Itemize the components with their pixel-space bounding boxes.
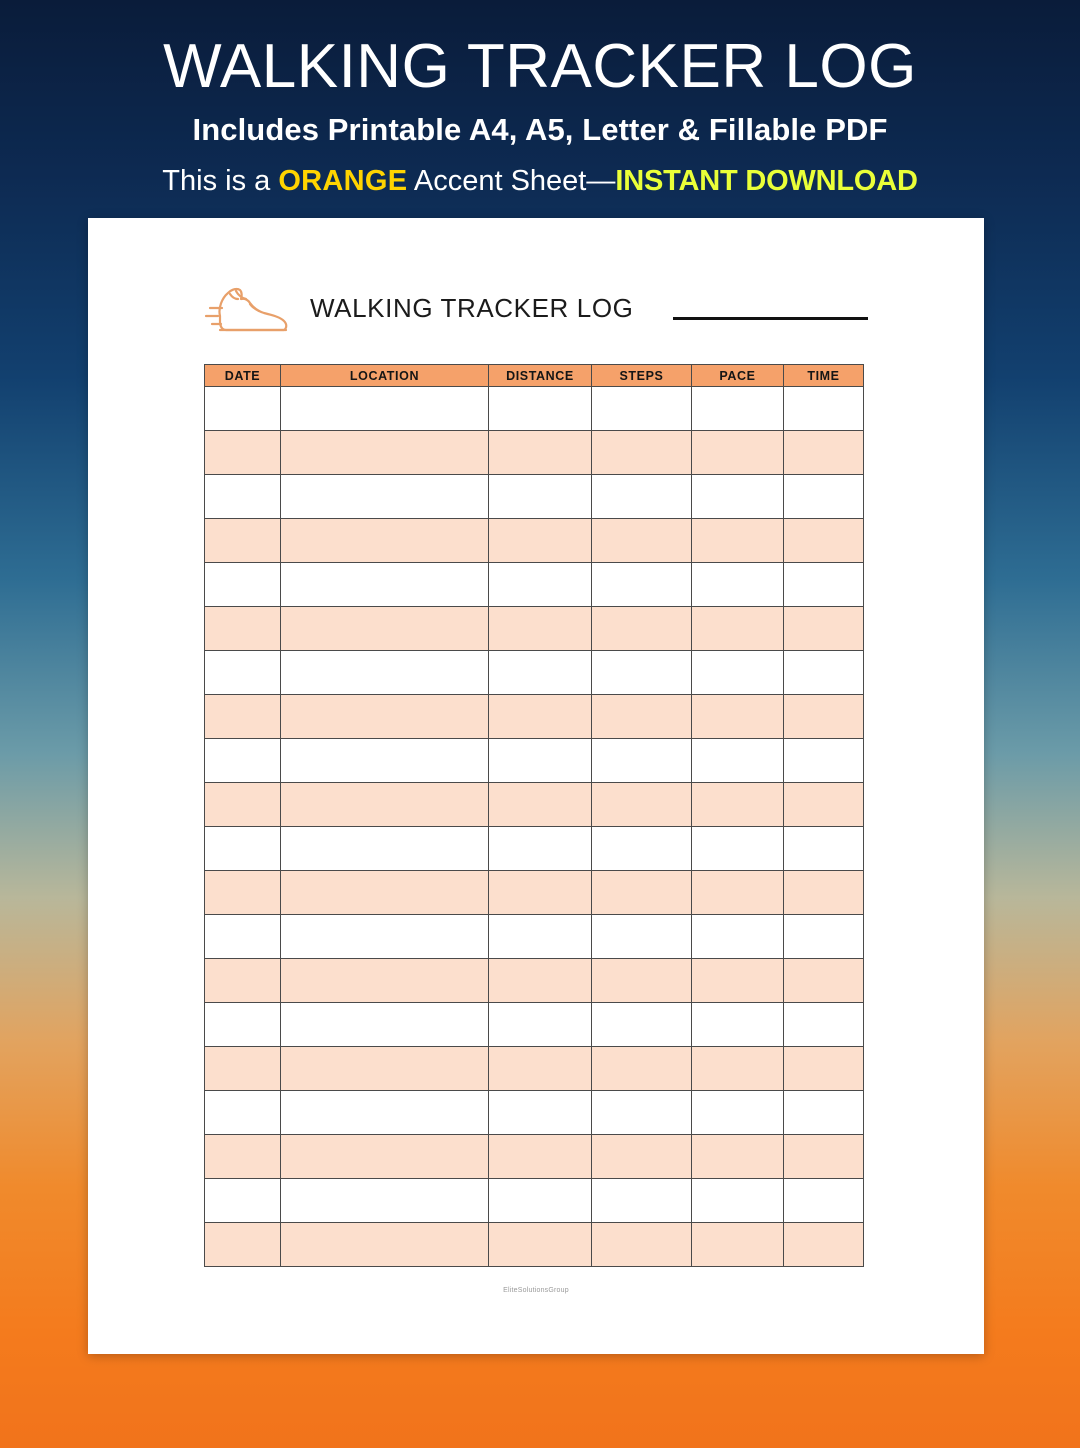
- table-cell[interactable]: [592, 915, 692, 959]
- table-cell[interactable]: [489, 563, 592, 607]
- table-cell[interactable]: [784, 871, 864, 915]
- table-row[interactable]: [205, 475, 864, 519]
- sheet-header: [204, 262, 868, 354]
- table-cell[interactable]: [205, 1047, 281, 1091]
- table-cell[interactable]: [592, 1179, 692, 1223]
- table-row[interactable]: [205, 695, 864, 739]
- table-cell[interactable]: [205, 739, 281, 783]
- table-cell[interactable]: [489, 1091, 592, 1135]
- table-body: [205, 387, 864, 1267]
- table-cell[interactable]: [784, 1003, 864, 1047]
- table-cell[interactable]: [784, 1179, 864, 1223]
- table-cell[interactable]: [784, 739, 864, 783]
- table-cell[interactable]: [489, 607, 592, 651]
- table-cell[interactable]: [784, 783, 864, 827]
- table-row[interactable]: [205, 915, 864, 959]
- table-row[interactable]: [205, 1135, 864, 1179]
- table-row[interactable]: [205, 827, 864, 871]
- table-cell[interactable]: [281, 607, 489, 651]
- table-cell[interactable]: [692, 1047, 784, 1091]
- table-cell[interactable]: [692, 519, 784, 563]
- table-row[interactable]: [205, 1091, 864, 1135]
- table-cell[interactable]: [784, 1047, 864, 1091]
- table-cell[interactable]: [489, 959, 592, 1003]
- table-cell[interactable]: [692, 1223, 784, 1267]
- table-cell[interactable]: [489, 1003, 592, 1047]
- promo-tagline: [0, 165, 1080, 198]
- table-row[interactable]: [205, 651, 864, 695]
- table-cell[interactable]: [205, 915, 281, 959]
- table-cell[interactable]: [489, 519, 592, 563]
- table-row[interactable]: [205, 1223, 864, 1267]
- table-cell[interactable]: [489, 915, 592, 959]
- table-cell[interactable]: [592, 871, 692, 915]
- footer-watermark: EliteSolutionsGroup: [503, 1287, 569, 1294]
- table-cell[interactable]: [489, 1047, 592, 1091]
- table-cell[interactable]: [205, 959, 281, 1003]
- table-cell[interactable]: [784, 915, 864, 959]
- table-cell[interactable]: [205, 607, 281, 651]
- column-header-steps: STEPS: [592, 365, 692, 387]
- table-cell[interactable]: [281, 783, 489, 827]
- table-cell[interactable]: [692, 431, 784, 475]
- table-cell[interactable]: [692, 1003, 784, 1047]
- table-cell[interactable]: [489, 695, 592, 739]
- table-cell[interactable]: [592, 475, 692, 519]
- table-cell[interactable]: [205, 1179, 281, 1223]
- table-cell[interactable]: [784, 1135, 864, 1179]
- table-cell[interactable]: [281, 959, 489, 1003]
- table-cell[interactable]: [692, 871, 784, 915]
- table-cell[interactable]: [281, 1179, 489, 1223]
- table-cell[interactable]: [784, 1223, 864, 1267]
- table-cell[interactable]: [692, 475, 784, 519]
- table-cell[interactable]: [205, 783, 281, 827]
- table-cell[interactable]: [281, 915, 489, 959]
- table-cell[interactable]: [205, 651, 281, 695]
- table-header-row: [205, 365, 864, 387]
- table-cell[interactable]: [205, 387, 281, 431]
- table-cell[interactable]: [281, 1091, 489, 1135]
- table-cell[interactable]: [592, 607, 692, 651]
- table-cell[interactable]: [205, 431, 281, 475]
- table-cell[interactable]: [784, 475, 864, 519]
- tagline-cta: INSTANT DOWNLOAD: [615, 165, 918, 198]
- table-cell[interactable]: [281, 1135, 489, 1179]
- table-cell[interactable]: [692, 827, 784, 871]
- table-cell[interactable]: [489, 1135, 592, 1179]
- table-cell[interactable]: [692, 563, 784, 607]
- table-cell[interactable]: [489, 651, 592, 695]
- table-cell[interactable]: [592, 827, 692, 871]
- tagline-prefix: This is a: [162, 165, 279, 198]
- table-cell[interactable]: [489, 871, 592, 915]
- table-cell[interactable]: [784, 651, 864, 695]
- table-cell[interactable]: [692, 783, 784, 827]
- tagline-accent: ORANGE: [278, 165, 408, 198]
- table-cell[interactable]: [205, 475, 281, 519]
- sheet-content: [204, 262, 868, 1294]
- table-cell[interactable]: [784, 607, 864, 651]
- table-cell[interactable]: [784, 519, 864, 563]
- table-cell[interactable]: [692, 1179, 784, 1223]
- table-cell[interactable]: [692, 1091, 784, 1135]
- table-cell[interactable]: [281, 1223, 489, 1267]
- table-cell[interactable]: [592, 563, 692, 607]
- table-cell[interactable]: [692, 607, 784, 651]
- table-cell[interactable]: [489, 739, 592, 783]
- table-cell[interactable]: [281, 563, 489, 607]
- table-cell[interactable]: [692, 739, 784, 783]
- table-cell[interactable]: [592, 739, 692, 783]
- table-cell[interactable]: [489, 475, 592, 519]
- table-cell[interactable]: [281, 827, 489, 871]
- table-cell[interactable]: [692, 695, 784, 739]
- table-cell[interactable]: [592, 1223, 692, 1267]
- table-cell[interactable]: [489, 387, 592, 431]
- table-cell[interactable]: [692, 651, 784, 695]
- table-cell[interactable]: [784, 827, 864, 871]
- table-cell[interactable]: [784, 431, 864, 475]
- page-title: WALKING TRACKER LOG: [163, 32, 917, 101]
- table-cell[interactable]: [692, 959, 784, 1003]
- table-cell[interactable]: [281, 431, 489, 475]
- table-cell[interactable]: [205, 519, 281, 563]
- walking-log-table: [204, 364, 864, 1267]
- table-cell[interactable]: [281, 519, 489, 563]
- table-cell[interactable]: [592, 783, 692, 827]
- table-cell[interactable]: [281, 1003, 489, 1047]
- table-cell[interactable]: [281, 695, 489, 739]
- table-row[interactable]: [205, 387, 864, 431]
- table-row[interactable]: [205, 871, 864, 915]
- table-row[interactable]: [205, 563, 864, 607]
- walking-shoe-icon: [204, 268, 296, 348]
- table-cell[interactable]: [784, 959, 864, 1003]
- table-cell[interactable]: [205, 1223, 281, 1267]
- table-cell[interactable]: [281, 475, 489, 519]
- column-header-distance: DISTANCE: [489, 365, 592, 387]
- table-row[interactable]: [205, 959, 864, 1003]
- table-cell[interactable]: [692, 387, 784, 431]
- promo-header: [0, 0, 1080, 198]
- page-subtitle: Includes Printable A4, A5, Letter & Fillable PDF: [192, 112, 888, 148]
- table-cell[interactable]: [784, 563, 864, 607]
- tagline-middle: Accent Sheet—: [407, 165, 616, 198]
- table-cell[interactable]: [281, 871, 489, 915]
- column-header-location: LOCATION: [281, 365, 489, 387]
- table-row[interactable]: [205, 607, 864, 651]
- table-row[interactable]: [205, 739, 864, 783]
- table-cell[interactable]: [592, 1003, 692, 1047]
- table-cell[interactable]: [205, 871, 281, 915]
- table-row[interactable]: [205, 1179, 864, 1223]
- table-cell[interactable]: [281, 651, 489, 695]
- table-cell[interactable]: [784, 1091, 864, 1135]
- table-cell[interactable]: [592, 431, 692, 475]
- table-cell[interactable]: [205, 1091, 281, 1135]
- header-rule: [673, 317, 868, 320]
- table-cell[interactable]: [692, 1135, 784, 1179]
- table-cell[interactable]: [281, 739, 489, 783]
- sheet-title: WALKING TRACKER LOG: [310, 292, 634, 323]
- table-row[interactable]: [205, 1003, 864, 1047]
- table-cell[interactable]: [592, 387, 692, 431]
- table-cell[interactable]: [489, 827, 592, 871]
- table-cell[interactable]: [592, 651, 692, 695]
- table-cell[interactable]: [281, 387, 489, 431]
- table-cell[interactable]: [281, 1047, 489, 1091]
- table-cell[interactable]: [784, 695, 864, 739]
- table-cell[interactable]: [205, 695, 281, 739]
- table-cell[interactable]: [592, 959, 692, 1003]
- table-cell[interactable]: [205, 1135, 281, 1179]
- table-cell[interactable]: [205, 563, 281, 607]
- table-cell[interactable]: [592, 1047, 692, 1091]
- printable-sheet: [88, 218, 984, 1354]
- table-row[interactable]: [205, 1047, 864, 1091]
- table-cell[interactable]: [592, 1091, 692, 1135]
- table-row[interactable]: [205, 783, 864, 827]
- column-header-pace: PACE: [692, 365, 784, 387]
- table-cell[interactable]: [489, 1179, 592, 1223]
- table-cell[interactable]: [205, 1003, 281, 1047]
- table-row[interactable]: [205, 431, 864, 475]
- table-cell[interactable]: [784, 387, 864, 431]
- table-cell[interactable]: [592, 695, 692, 739]
- column-header-date: DATE: [205, 365, 281, 387]
- column-header-time: TIME: [784, 365, 864, 387]
- table-cell[interactable]: [205, 827, 281, 871]
- table-cell[interactable]: [489, 1223, 592, 1267]
- table-row[interactable]: [205, 519, 864, 563]
- table-cell[interactable]: [692, 915, 784, 959]
- table-cell[interactable]: [489, 783, 592, 827]
- table-cell[interactable]: [592, 1135, 692, 1179]
- table-cell[interactable]: [592, 519, 692, 563]
- table-cell[interactable]: [489, 431, 592, 475]
